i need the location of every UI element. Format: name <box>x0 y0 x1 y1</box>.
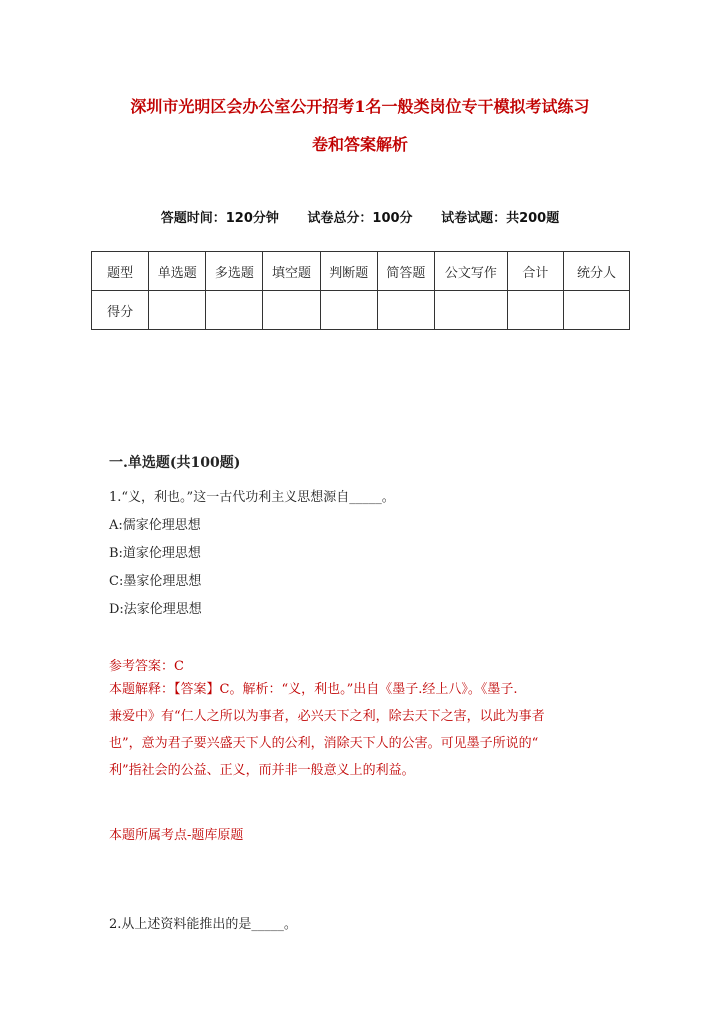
explanation-line: 也”，意为君子要兴盛天下人的公利，消除天下人的公害。可见墨子所说的“ <box>109 736 539 751</box>
question-2-stem: 2.从上述资料能推出的是_____。 <box>109 917 297 932</box>
header-cell: 简答题 <box>377 252 434 291</box>
exam-time: 答题时间：120分钟 <box>160 211 279 226</box>
header-cell: 题型 <box>92 252 149 291</box>
explanation-line: 本题解释：【答案】C。解析：“义，利也。”出自《墨子.经上八》。《墨子. <box>109 682 518 697</box>
score-cell <box>320 291 377 330</box>
score-cell <box>377 291 434 330</box>
question-1-answer: 参考答案：C <box>109 659 184 674</box>
score-cell <box>149 291 206 330</box>
exam-question-count: 试卷试题：共200题 <box>441 211 560 226</box>
score-table-score-row <box>92 291 630 330</box>
score-cell <box>263 291 320 330</box>
explanation-line: 兼爱中》有“仁人之所以为事者，必兴天下之利，除去天下之害，以此为事者 <box>109 709 545 724</box>
document-title-line-2: 卷和答案解析 <box>311 135 408 154</box>
header-cell: 合计 <box>507 252 563 291</box>
header-cell: 公文写作 <box>434 252 507 291</box>
explanation-line: 利”指社会的公益、正义，而并非一般意义上的利益。 <box>109 763 415 778</box>
question-1-option-a: A:儒家伦理思想 <box>109 518 201 533</box>
question-1-option-d: D:法家伦理思想 <box>109 602 202 617</box>
header-cell: 判断题 <box>320 252 377 291</box>
question-1-stem: 1.“义，利也。”这一古代功利主义思想源自_____。 <box>109 490 395 505</box>
section-heading: 一.单选题(共100题) <box>109 455 241 471</box>
score-cell <box>434 291 507 330</box>
header-cell: 多选题 <box>206 252 263 291</box>
score-table <box>91 251 630 330</box>
header-cell: 统分人 <box>563 252 629 291</box>
question-1-explanation <box>109 676 619 784</box>
score-table-header-row <box>92 252 630 291</box>
header-cell: 单选题 <box>149 252 206 291</box>
header-cell: 填空题 <box>263 252 320 291</box>
question-1-option-b: B:道家伦理思想 <box>109 546 201 561</box>
score-cell <box>563 291 629 330</box>
score-row-label: 得分 <box>92 291 149 330</box>
document-title-line-1: 深圳市光明区会办公室公开招考1名一般类岗位专干模拟考试练习 <box>130 97 590 116</box>
exam-total-score: 试卷总分：100分 <box>307 211 413 226</box>
score-cell <box>206 291 263 330</box>
question-1-source: 本题所属考点-题库原题 <box>109 828 244 843</box>
question-1-option-c: C:墨家伦理思想 <box>109 574 202 589</box>
exam-meta <box>0 207 720 226</box>
score-cell <box>507 291 563 330</box>
